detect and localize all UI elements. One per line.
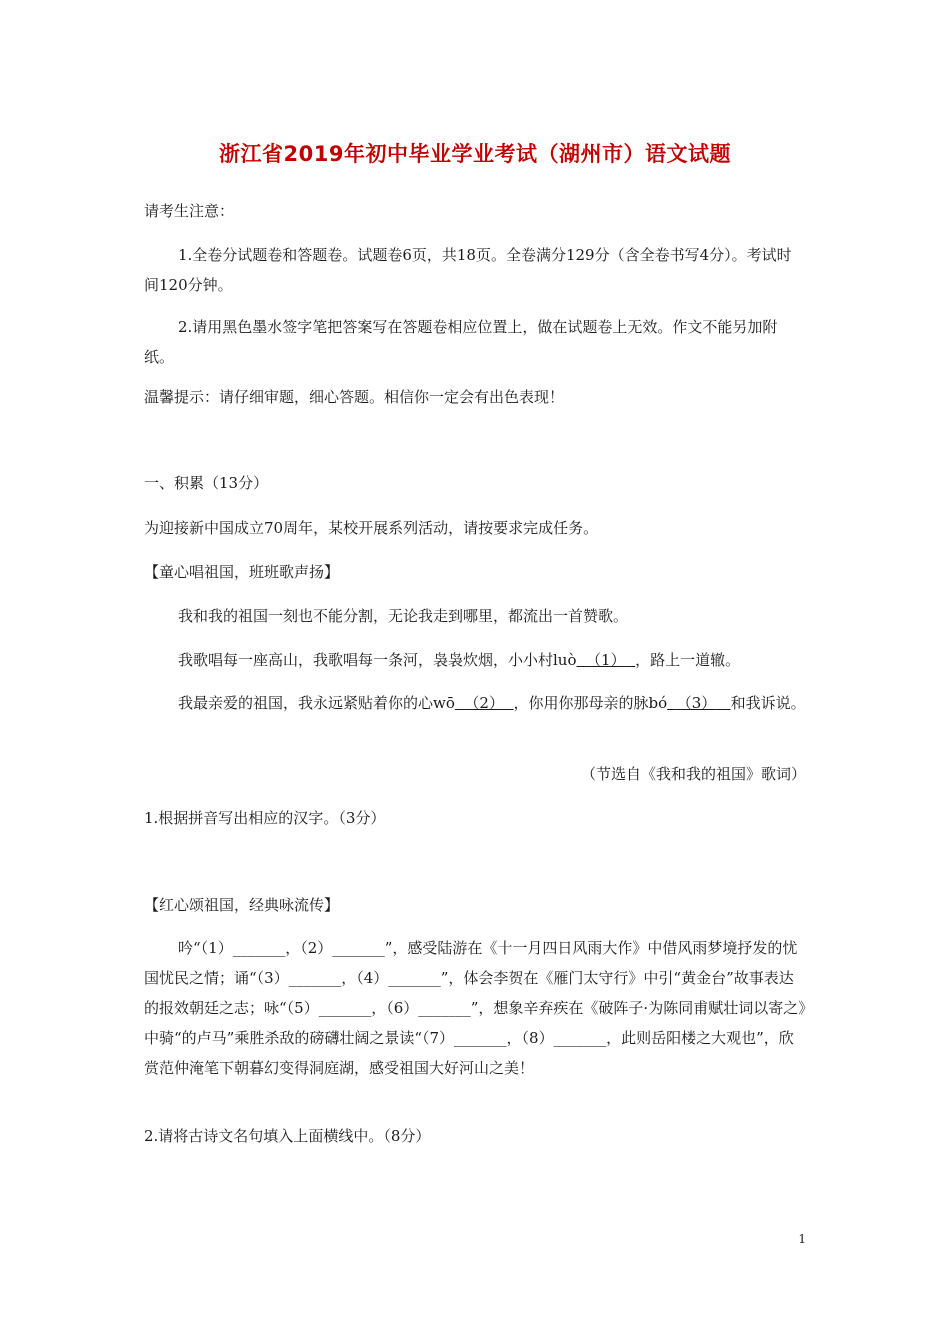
lyric-line-3-text-a: 我最亲爱的祖国，我永远紧贴着你的心wō	[178, 694, 455, 712]
lyric-line-3-text-c: 和我诉说。	[730, 694, 806, 712]
blank-2	[455, 694, 514, 712]
question-2: 2.请将古诗文名句填入上面横线中。（8分）	[144, 1127, 431, 1145]
lyric-line-2	[144, 645, 806, 675]
notice-heading: 请考生注意：	[144, 202, 235, 220]
poem-fill-paragraph: 吟“（1）_______，（2）_______”，感受陆游在《十一月四日风雨大作》中借风雨梦境抒发的忧国忧民之情；诵“（3）_______，（4）_______”，体会李贺在《雁门太守行》中引“黄金台”故事表达的报效朝廷之志；咏“（5）_______，（6）_______”，想象辛弃疾在《破阵子·为陈同甫赋壮词以寄之》中骑“的卢马”乘胜杀敌的磅礴壮阔之景读“（7）_______，（8）_______，此则岳阳楼之大观也”，欣赏范仲淹笔下朝暮幻变得洞庭湖，感受祖国大好河山之美！	[144, 939, 806, 1077]
notice-item-1: 1.全卷分试题卷和答题卷。试题卷6页，共18页。全卷满分129分（含全卷书写4分）。考试时间120分钟。	[144, 246, 792, 294]
page-title: 浙江省2019年初中毕业学业考试（湖州市）语文试题	[219, 142, 731, 166]
blank-3	[667, 694, 730, 712]
lyric-line-3-text-b: ，你用你那母亲的脉bó	[513, 694, 668, 712]
section-intro: 为迎接新中国成立70周年，某校开展系列活动，请按要求完成任务。	[144, 519, 599, 537]
warm-tip: 温馨提示：请仔细审题，细心答题。相信你一定会有出色表现！	[144, 388, 565, 406]
question-1: 1.根据拼音写出相应的汉字。（3分）	[144, 809, 386, 827]
page-number: 1	[798, 1232, 806, 1246]
lyric-source: （节选自《我和我的祖国》歌词）	[580, 765, 806, 783]
lyric-line-1: 我和我的祖国一刻也不能分割，无论我走到哪里，都流出一首赞歌。	[178, 607, 629, 625]
lyric-line-2-text-a: 我歌唱每一座高山，我歌唱每一条河，袅袅炊烟，小小村luò	[178, 651, 577, 669]
blank-1-label: （1）	[586, 651, 626, 669]
lyric-line-2-text-b: ，路上一道辙。	[635, 651, 741, 669]
part2-heading: 【红心颂祖国，经典咏流传】	[144, 896, 340, 914]
notice-item-2: 2.请用黑色墨水签字笔把答案写在答题卷相应位置上，做在试题卷上无效。作文不能另加附纸。	[144, 318, 778, 366]
blank-1	[577, 651, 636, 669]
blank-3-label: （3）	[676, 694, 717, 712]
lyric-line-3	[144, 688, 806, 718]
blank-2-label: （2）	[464, 694, 504, 712]
part1-heading: 【童心唱祖国，班班歌声扬】	[144, 563, 340, 581]
section-heading: 一、积累（13分）	[144, 474, 269, 492]
